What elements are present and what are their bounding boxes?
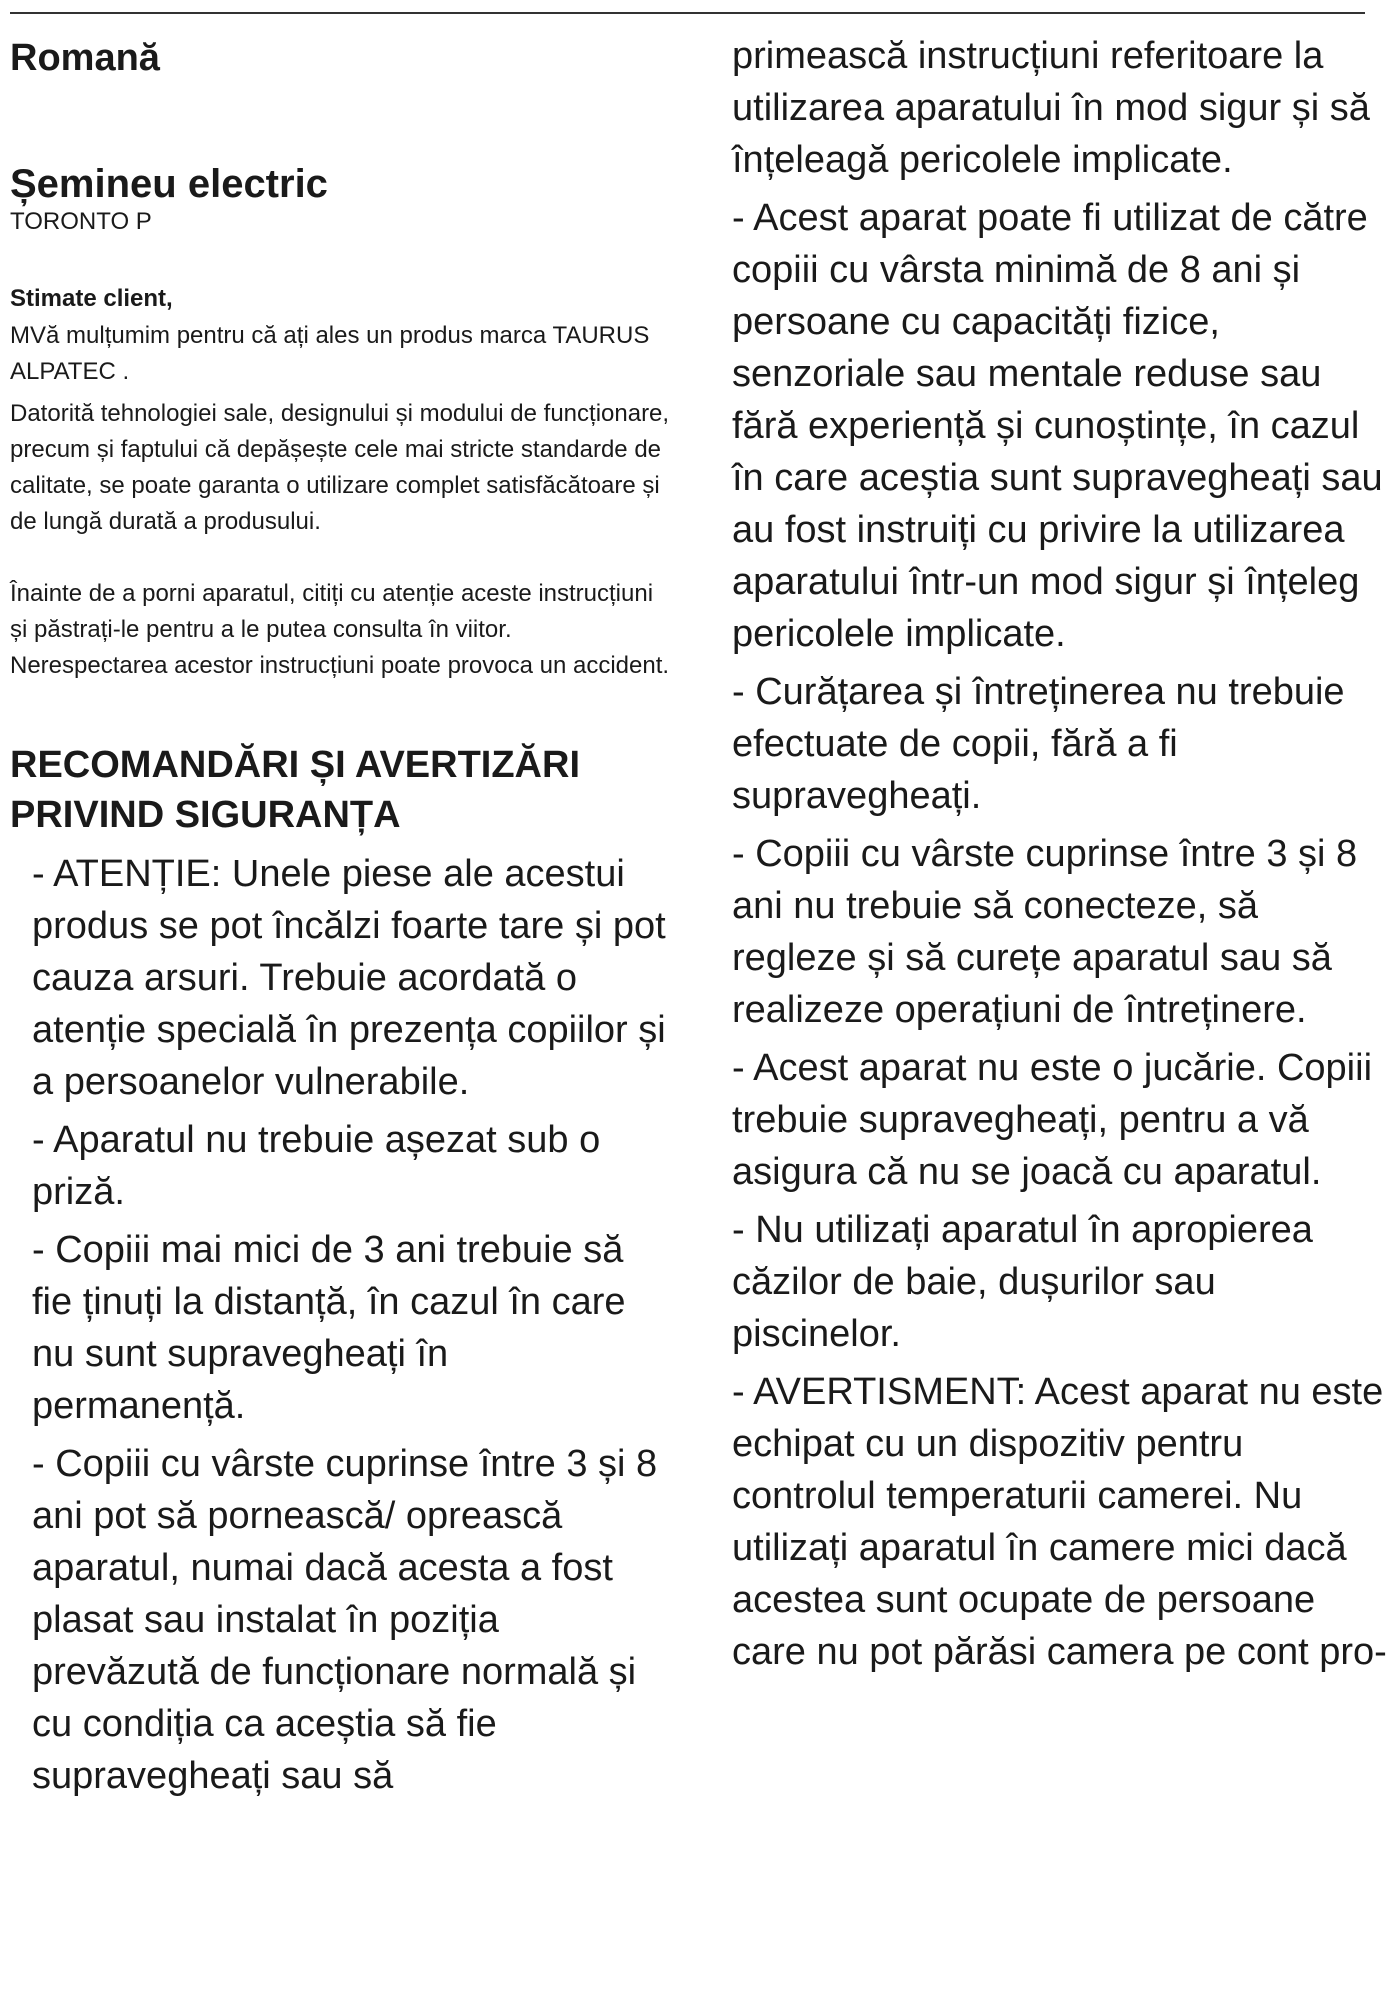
safety-item: - Acest aparat poate fi utilizat de către copiii cu vârsta minimă de 8 ani și persoane cu capacități fizice, senzoriale sau mentale reduse sau fără experiență și cunoștințe, în cazul în care aceștia sunt supravegheați sau au fost instruiți cu privire la utilizarea aparatului într-un mod sigur și înțeleg pericolele implicate.	[732, 197, 1383, 655]
greeting: Stimate client,	[10, 285, 173, 312]
intro-paragraph-technology: Datorită tehnologiei sale, designului și modului de funcționare, precum și faptului că depășește cele mai stricte standarde de calitate, se poate garanta o utilizare complet satisfăcătoare și de lungă durată a produsului.	[10, 400, 670, 535]
safety-section-title: RECOMANDĂRI ȘI AVERTIZĂRI PRIVIND SIGURANȚA	[10, 744, 580, 836]
language-heading: Romană	[10, 37, 160, 79]
safety-item: - Acest aparat nu este o jucărie. Copiii trebuie supravegheați, pentru a vă asigura că nu se joacă cu aparatul.	[732, 1047, 1373, 1193]
safety-item: - Nu utilizați aparatul în apropierea căzilor de baie, dușurilor sau piscinelor.	[732, 1209, 1313, 1355]
safety-item: - Aparatul nu trebuie așezat sub o priză.	[32, 1119, 601, 1213]
right-column	[732, 30, 1387, 1684]
safety-item: - AVERTISMENT: Acest aparat nu este echipat cu un dispozitiv pentru controlul temperaturii camerei. Nu utilizați aparatul în camere mici dacă acestea sunt ocupate de persoane care nu pot părăsi camera pe cont pro-	[732, 1371, 1387, 1673]
top-rule	[10, 12, 1365, 14]
left-column	[10, 30, 670, 1808]
safety-item: - Copiii mai mici de 3 ani trebuie să fie ținuți la distanță, în cazul în care nu sunt supravegheați în permanență.	[32, 1229, 626, 1427]
product-title: Șemineu electric	[10, 162, 328, 206]
safety-item: - Copiii cu vârste cuprinse între 3 și 8 ani nu trebuie să conecteze, să regleze și să curețe aparatul sau să realizeze operațiuni de întreținere.	[732, 833, 1358, 1031]
safety-item: - ATENȚIE: Unele piese ale acestui produs se pot încălzi foarte tare și pot cauza arsuri. Trebuie acordată o atenție specială în prezența copiilor și a persoanelor vulnerabile.	[32, 853, 666, 1103]
safety-list-right	[732, 30, 1387, 1678]
model-name: TORONTO P	[10, 208, 152, 235]
intro-paragraph-thanks: MVă mulțumim pentru că ați ales un produs marca TAURUS ALPATEC .	[10, 322, 650, 385]
safety-item: - Curățarea și întreținerea nu trebuie efectuate de copii, fără a fi supravegheați.	[732, 671, 1345, 817]
safety-item-continuation: primească instrucțiuni referitoare la utilizarea aparatului în mod sigur și să înțeleagă pericolele implicate.	[732, 35, 1370, 181]
safety-item: - Copiii cu vârste cuprinse între 3 și 8 ani pot să pornească/ oprească aparatul, numai dacă acesta a fost plasat sau instalat în poziția prevăzută de funcționare normală și cu condiția ca aceștia să fie supravegheați sau să	[32, 1443, 658, 1797]
safety-list-left	[10, 848, 670, 1802]
intro-paragraph-read-instructions: Înainte de a porni aparatul, citiți cu atenție aceste instrucțiuni și păstrați-le pentru a le putea consulta în viitor. Nerespectarea acestor instrucțiuni poate provoca un accident.	[10, 580, 670, 679]
